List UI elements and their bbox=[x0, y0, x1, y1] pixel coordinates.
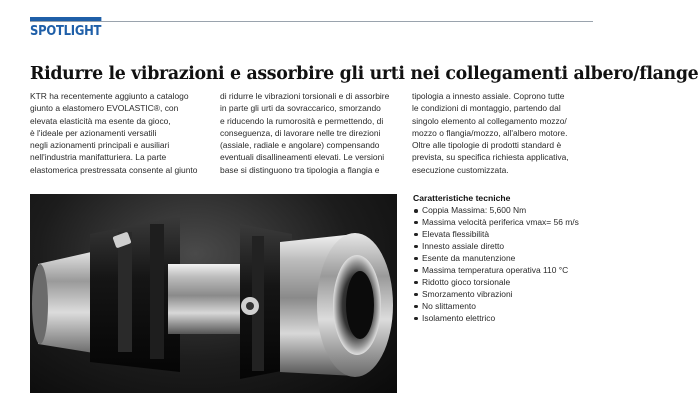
specs-item: No slittamento bbox=[413, 301, 613, 313]
coupling-product-photo bbox=[30, 194, 397, 393]
technical-specs bbox=[413, 193, 613, 325]
body-line: (assiale, radiale e angolare) compensando bbox=[220, 140, 380, 150]
bullet-icon bbox=[414, 221, 418, 225]
specs-list bbox=[413, 205, 613, 325]
specs-item: Massima temperatura operativa 110 °C bbox=[413, 265, 613, 277]
body-column-3 bbox=[412, 90, 600, 176]
body-line: e riducendo la rumorosità e permettendo, di bbox=[220, 115, 384, 126]
bullet-icon bbox=[414, 245, 418, 249]
bullet-icon bbox=[414, 317, 418, 321]
bullet-icon bbox=[414, 209, 418, 213]
top-rule bbox=[30, 21, 593, 22]
specs-item: Esente da manutenzione bbox=[413, 253, 613, 265]
specs-title: Caratteristiche tecniche bbox=[413, 193, 511, 203]
body-line: è l'ideale per azionamenti versatili bbox=[30, 127, 157, 138]
specs-item: Elevata flessibilità bbox=[413, 229, 613, 241]
section-tag: SPOTLIGHT bbox=[30, 17, 101, 39]
body-line: le condizioni di montaggio, partendo dal bbox=[412, 103, 561, 114]
body-line: mozzo o flangia/mozzo, all'albero motore. bbox=[412, 127, 568, 138]
specs-item: Smorzamento vibrazioni bbox=[413, 289, 613, 301]
body-column-2 bbox=[220, 90, 408, 176]
specs-item: Ridotto gioco torsionale bbox=[413, 277, 613, 289]
body-line: conseguenza, di lavorare nelle tre direzioni bbox=[220, 127, 381, 138]
specs-item: Innesto assiale diretto bbox=[413, 241, 613, 253]
bullet-icon bbox=[414, 281, 418, 285]
body-line: negli azionamenti principali e ausiliari bbox=[30, 140, 170, 150]
bullet-icon bbox=[414, 293, 418, 297]
body-line: nell'industria manifatturiera. La parte bbox=[30, 152, 167, 163]
bullet-icon bbox=[414, 233, 418, 237]
specs-item: Isolamento elettrico bbox=[413, 313, 613, 325]
body-line: base si distinguono tra tipologia a flangia e bbox=[220, 164, 380, 175]
specs-item: Coppia Massima: 5,600 Nm bbox=[413, 205, 613, 217]
article-headline: Ridurre le vibrazioni e assorbire gli urti nei collegamenti albero/flange bbox=[30, 64, 698, 84]
body-column-1 bbox=[30, 90, 218, 176]
bullet-icon bbox=[414, 269, 418, 273]
body-line: esecuzione customizzata. bbox=[412, 164, 509, 175]
body-line: prevista, su specifica richiesta applicativa, bbox=[412, 152, 569, 163]
body-line: eventuali disallineamenti elevati. Le versioni bbox=[220, 152, 385, 163]
body-line: Oltre alle tipologie di prodotti standard è bbox=[412, 140, 562, 150]
body-line: elastomerica prestressata consente al giunto bbox=[30, 164, 198, 175]
body-line: tipologia a innesto assiale. Coprono tutte bbox=[412, 91, 565, 101]
body-line: singolo elemento al collegamento mozzo/ bbox=[412, 115, 567, 126]
body-line: elevata elasticità ma esente da gioco, bbox=[30, 115, 171, 126]
body-line: di ridurre le vibrazioni torsionali e di assorbire bbox=[220, 91, 390, 101]
bullet-icon bbox=[414, 257, 418, 261]
body-line: giunto a elastomero EVOLASTIC®, con bbox=[30, 103, 179, 114]
bullet-icon bbox=[414, 305, 418, 309]
specs-item: Massima velocità periferica vmax= 56 m/s bbox=[413, 217, 613, 229]
body-line: KTR ha recentemente aggiunto a catalogo bbox=[30, 91, 189, 101]
body-line: in parte gli urti da sovraccarico, smorzando bbox=[220, 103, 381, 114]
